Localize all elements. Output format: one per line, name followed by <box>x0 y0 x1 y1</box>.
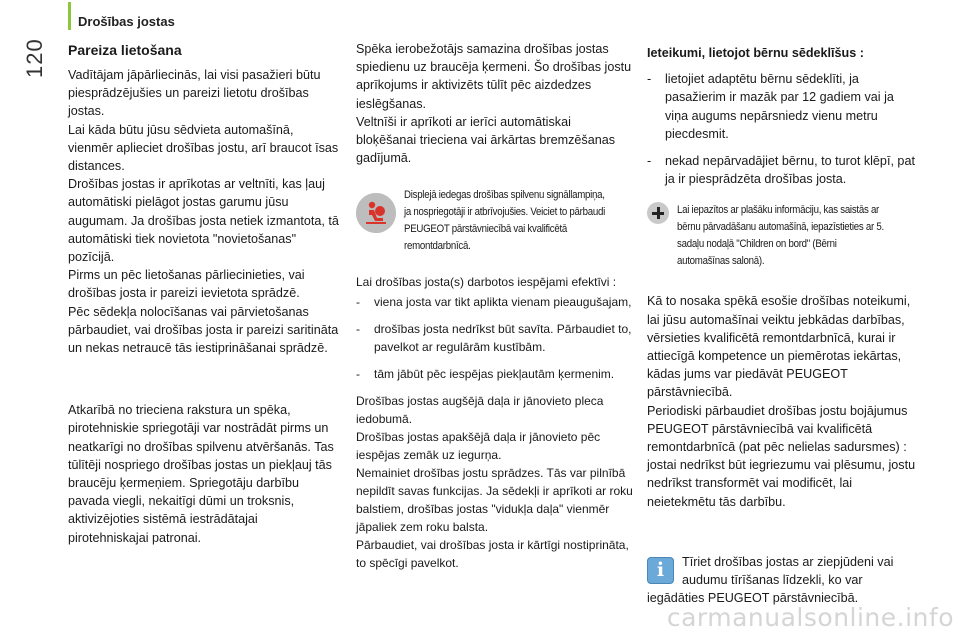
paragraph: Vadītājam jāpārliecinās, lai visi pasažieri būtu piesprādzējušies un pareizi lietotu drošības jostas. <box>68 68 321 119</box>
pretensioner-paragraph: Atkarībā no trieciena rakstura un spēka, pirotehniskie spriegotāji var nostrādāt pirms un neatkarīgi no drošības spilvenu atvēršanās. Tas tūlītēji nospriego drošības jostas un piekļauj tās braucēju ķermeņiem. Spriegotāju darbību pavada viegli, nekaitīgi dūmi un troksnis, aktivizējoties sistēmā iestrādātajai pirotehniskajai patronai. <box>68 403 334 545</box>
section-title: Pareiza lietošana <box>68 42 182 58</box>
paragraph: Spēka ierobežotājs samazina drošības jostas spiedienu uz braucēja ķermeni. Šo drošības jostu aprīkojums ir aktivizēts tūlīt pēc aizdedzes ieslēgšanas. <box>356 42 632 111</box>
warning-notice <box>356 187 634 255</box>
paragraph: Lai kāda būtu jūsu sēdvieta automašīnā, vienmēr aplieciet drošības jostu, arī braucot īsas distances. <box>68 122 339 174</box>
paragraph: Veltnīši ir aprīkoti ar ierīci automātiskai bloķēšanai trieciena vai ārkārtas bremzēšanas gadījumā. <box>356 114 616 166</box>
effects-list <box>356 293 634 383</box>
plus-icon <box>647 202 669 224</box>
notice-text: Displejā iedegas drošības spilvenu signāllampiņa, ja nospriegotāji ir atbrīvojušies. Veiciet to pārbaudi PEUGEOT pārstāvniecībā vai kvalificētā remontdarbnīcā. <box>404 189 605 253</box>
paragraph: Drošības jostas apakšējā daļa ir jānovieto pēc iespējas zemāk uz iegurņa. <box>356 430 601 463</box>
airbag-warning-icon <box>356 193 396 233</box>
effects-intro: Lai drošības josta(s) darbotos iespējami efektīvi : <box>356 275 617 290</box>
list-item: - nekad nepārvadājiet bērnu, to turot klēpī, pat ja ir piesprādzēta drošības josta. <box>647 152 919 188</box>
info-notice <box>647 553 919 608</box>
info-icon: i <box>647 557 674 584</box>
tips-list <box>647 70 919 188</box>
list-item: - tām jābūt pēc iespējas piekļautām ķermenim. <box>356 365 634 383</box>
page-number: 120 <box>22 38 47 78</box>
column-middle <box>356 40 634 572</box>
spacer <box>68 357 340 401</box>
plus-notice <box>647 202 919 270</box>
paragraph: Periodiski pārbaudiet drošības jostu bojājumus PEUGEOT pārstāvniecībā vai kvalificētā remontdarbnīcā (pat pēc nelielas sadursmes) : jostai nedrīkst būt iegriezumu vai plēsumu, jostu nedrīkst transformēt vai modificēt, lai neietekmētu tās darbību. <box>647 403 916 509</box>
page-header-title: Drošības jostas <box>78 14 175 29</box>
column-left <box>68 40 340 547</box>
paragraph: Drošības jostas augšējā daļa ir jānovieto pleca iedobumā. <box>356 394 604 427</box>
header-accent-bar <box>68 2 71 30</box>
list-item: - drošības josta nedrīkst būt savīta. Pārbaudiet to, pavelkot ar regulārām kustībām. <box>356 320 634 356</box>
column-right <box>647 40 919 607</box>
info-note-text: Tīriet drošības jostas ar ziepjūdeni vai audumu tīrīšanas līdzekli, ko var iegādāties PEUGEOT pārstāvniecībā. <box>647 554 894 606</box>
child-seat-heading: Ieteikumi, lietojot bērnu sēdeklīšus : <box>647 46 864 60</box>
watermark: carmanualsonline.info <box>666 603 954 632</box>
plus-note-text: Lai iepazītos ar plašāku informāciju, kas saistās ar bērnu pārvadāšanu automašīnā, iepazīstieties ar 5. sadaļu nodaļā "Children on bord" (Bērni automašīnas salonā). <box>677 204 884 268</box>
list-item: - lietojiet adaptētu bērnu sēdeklīti, ja pasažierim ir mazāk par 12 gadiem vai ja viņa augums nepārsniedz vienu metru piecdesmit. <box>647 70 919 143</box>
paragraph: Kā to nosaka spēkā esošie drošības noteikumi, lai jūsu automašīnai veiktu jebkādas darbības, vērsieties kvalificētā remontdarbnīcā, kurai ir attiecīgā kompetence un piemērotas iekārtas, kādas jums var piedāvāt PEUGEOT pārstāvniecībā. <box>647 294 911 400</box>
paragraph: Nemainiet drošības jostu sprādzes. Tās var pilnībā nepildīt savas funkcijas. Ja sēdekļi ir aprīkoti ar roku balstiem, drošības jostas "vidukļa daļa" vienmēr jāpaliek zem roku balsta. <box>356 466 633 535</box>
paragraph: Pārbaudiet, vai drošības josta ir kārtīgi nostiprināta, to spēcīgi pavelkot. <box>356 538 629 571</box>
paragraph: Pirms un pēc lietošanas pārliecinieties, vai drošības josta ir pareizi ievietota sprādzē. <box>68 268 305 301</box>
paragraph: Drošības jostas ir aprīkotas ar veltnīti, kas ļauj automātiski pielāgot jostas garumu jūsu augumam. Ja drošības josta netiek izmantota, tā automātiski tiek novietota "novietošanas" pozīcijā. <box>68 177 339 265</box>
paragraph: Pēc sēdekļa nolocīšanas vai pārvietošanas pārbaudiet, vai drošības josta ir pareizi saritināta un nekas netraucē tās iestiprināšanai sprādzē. <box>68 304 339 356</box>
list-item: - viena josta var tikt aplikta vienam pieaugušajam, <box>356 293 634 311</box>
